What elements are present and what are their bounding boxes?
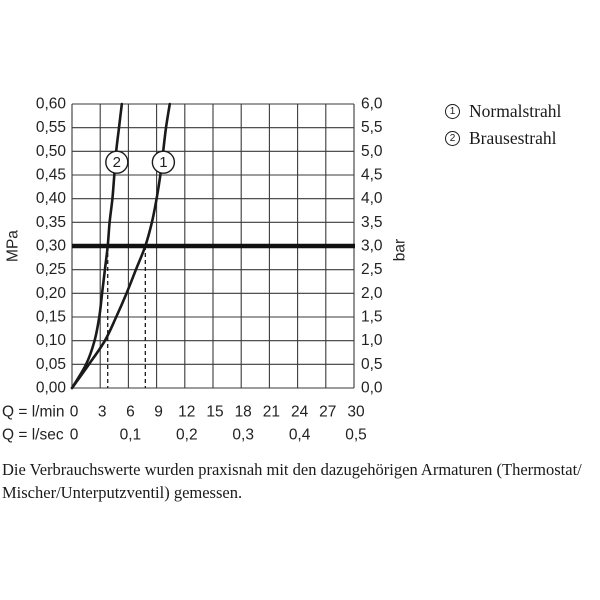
y-tick-label: 0,55 — [35, 119, 66, 137]
x-tick-label-lmin: 6 — [126, 403, 135, 421]
y2-tick-label: 2,5 — [361, 261, 383, 279]
y-tick-label: 0,15 — [35, 308, 66, 326]
legend-label-brausestrahl: Brausestrahl — [469, 128, 557, 148]
y-tick-label: 0,30 — [35, 237, 66, 255]
y2-tick-label: 0,5 — [361, 355, 383, 373]
y2-tick-label: 6,0 — [361, 95, 383, 113]
series-marker-label: 1 — [159, 154, 168, 172]
y-tick-label: 0,35 — [35, 213, 66, 231]
x-tick-label-lmin: 30 — [347, 403, 365, 421]
y-tick-label: 0,60 — [35, 95, 66, 113]
y2-tick-label: 3,0 — [361, 237, 383, 255]
legend-marker-2: 2 — [445, 131, 460, 146]
y-tick-label: 0,05 — [35, 355, 66, 373]
y-tick-label: 0,40 — [35, 190, 66, 208]
legend — [445, 98, 561, 152]
x-tick-label-lmin: 27 — [319, 403, 337, 421]
legend-item-brausestrahl — [445, 125, 561, 152]
measurement-note — [2, 458, 582, 504]
note-line-2: Mischer/Unterputzventil) gemessen. — [2, 483, 243, 502]
x-axis-title-lmin: Q = l/min — [2, 403, 65, 421]
x-tick-label-lsec: 0,4 — [288, 426, 311, 444]
note-line-1: Die Verbrauchswerte wurden praxisnah mit den dazugehörigen Armaturen (Thermostat/ — [2, 460, 582, 479]
y2-tick-label: 0,0 — [361, 379, 383, 397]
y2-tick-label: 4,5 — [361, 166, 383, 184]
y2-tick-label: 1,5 — [361, 308, 383, 326]
x-tick-label-lmin: 24 — [290, 403, 309, 421]
legend-label-normalstrahl: Normalstrahl — [469, 101, 562, 121]
x-tick-label-lsec: 0,2 — [176, 426, 198, 444]
y-tick-label: 0,45 — [35, 166, 66, 184]
y-tick-label: 0,10 — [35, 332, 66, 350]
series-marker-label: 2 — [112, 154, 121, 172]
y-tick-label: 0,20 — [35, 284, 66, 302]
series-marker-1 — [152, 151, 174, 173]
legend-marker-1: 1 — [445, 104, 460, 119]
y-tick-label: 0,00 — [35, 379, 66, 397]
x-tick-label-lsec: 0,1 — [119, 426, 142, 444]
x-tick-label-lmin: 18 — [234, 403, 252, 421]
y2-tick-label: 5,0 — [361, 142, 383, 160]
x-axis-title-lsec: Q = l/sec — [2, 426, 64, 444]
y2-axis-title-bar: bar — [391, 238, 409, 262]
x-tick-label-lsec: 0,5 — [345, 426, 367, 444]
y2-tick-label: 3,5 — [361, 213, 383, 231]
y2-tick-label: 5,5 — [361, 119, 383, 137]
x-tick-label-lmin: 3 — [97, 403, 107, 421]
series-marker-2 — [106, 151, 128, 173]
y-tick-label: 0,25 — [35, 261, 66, 279]
legend-item-normalstrahl — [445, 98, 561, 125]
y2-tick-label: 1,0 — [361, 332, 383, 350]
x-tick-label-lmin: 12 — [178, 403, 196, 421]
x-tick-label-lsec: 0,3 — [232, 426, 254, 444]
y2-tick-label: 4,0 — [361, 190, 383, 208]
y-tick-label: 0,50 — [35, 142, 66, 160]
y2-tick-label: 2,0 — [361, 284, 383, 302]
x-tick-label-lmin: 21 — [262, 403, 281, 421]
x-tick-label-lmin: 0 — [69, 403, 79, 421]
x-tick-label-lmin: 15 — [206, 403, 224, 421]
x-tick-label-lsec: 0 — [69, 426, 79, 444]
x-tick-label-lmin: 9 — [154, 403, 163, 421]
y-axis-title-mpa: MPa — [4, 230, 22, 262]
